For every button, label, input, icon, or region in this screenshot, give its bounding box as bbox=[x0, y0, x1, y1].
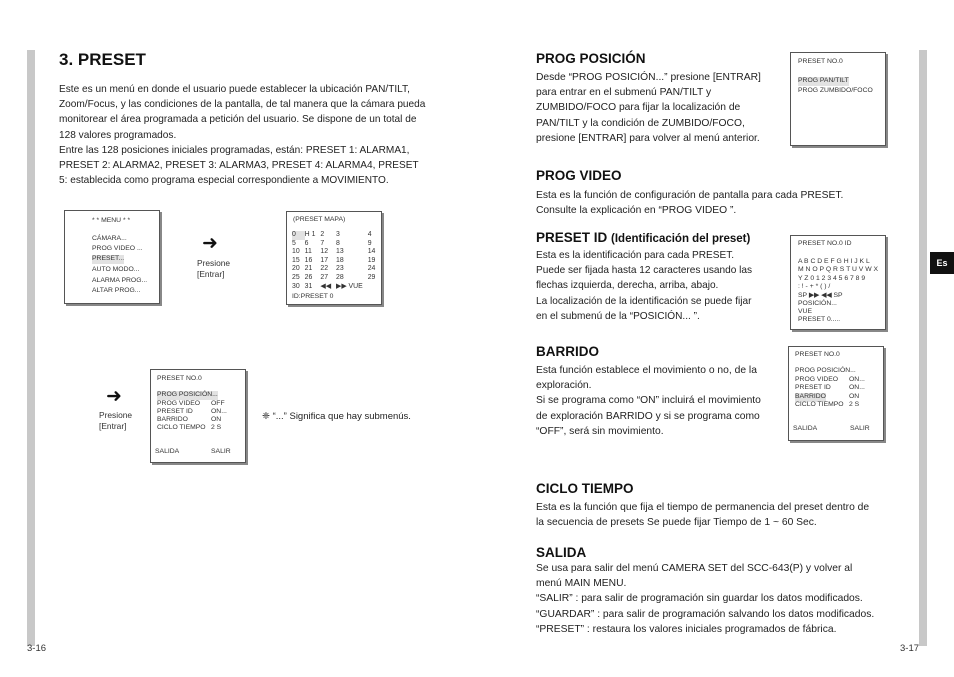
menu-item-altar-prog: ALTAR PROG... bbox=[92, 287, 141, 294]
map-grid-cell: 11 bbox=[304, 248, 312, 256]
main-menu-screen bbox=[64, 210, 160, 304]
intro-line: PRESET 2: ALARMA2, PRESET 3: ALARMA3, PRESET 4: ALARMA4, PRESET bbox=[59, 160, 419, 172]
heading-preset-id: PRESET ID (Identificación del preset) bbox=[536, 230, 751, 245]
map-grid-cell: 24 bbox=[367, 265, 376, 273]
box-row-value: ON... bbox=[849, 376, 865, 383]
page-title: 3. PRESET bbox=[59, 50, 146, 69]
map-grid-cell: 2 bbox=[320, 231, 325, 238]
preset-menu-screen bbox=[150, 369, 246, 463]
map-grid-cell: ▶▶ VUE bbox=[336, 282, 363, 290]
heading-salida: SALIDA bbox=[536, 545, 587, 560]
ciclo-tiempo-text: Esta es la función que fija el tiempo de permanencia del preset dentro de la secuencia de presets Se puede fijar Tiempo de 1 ~ 60 Sec. bbox=[536, 502, 870, 529]
map-grid-cell: ◀◀ bbox=[320, 282, 332, 290]
map-grid-row bbox=[292, 240, 380, 249]
map-grid-cell: 16 bbox=[304, 256, 313, 264]
intro-line: Entre las 128 posiciones iniciales programadas, están: PRESET 1: ALARMA1, bbox=[59, 144, 410, 156]
map-grid-cell: 10 bbox=[292, 248, 300, 256]
preset-row-value: ON... bbox=[211, 408, 227, 415]
salida-text: Se usa para salir del menú CAMERA SET del SCC-643(P) y volver al menú MAIN MENU. “SALIR” : para salir de programación sin guardar los datos modificados. “GUARDAR” : para salir de programación salvando los datos modificados. “PRESET” : restaura los valores iniciales programados de fábrica. bbox=[536, 563, 875, 635]
preset-footer-right: SALIR bbox=[211, 448, 231, 455]
barrido-text: Esta función establece el movimiento o no, de la exploración. Si se programa como “ON” incluirá el movimiento de exploración BARRIDO y si se programa como “OFF”, será sin movimiento. bbox=[536, 365, 761, 437]
map-grid-cell: 17 bbox=[320, 256, 329, 264]
box-row-value: ON... bbox=[849, 384, 865, 391]
map-grid-cell: 25 bbox=[292, 273, 300, 281]
page-number-left: 3-16 bbox=[27, 643, 47, 654]
intro-line: Zoom/Focus, y las condiciones de la pantalla, de tal manera que la cámara pueda bbox=[59, 99, 426, 111]
press-enter-caption: Presione [Entrar] bbox=[197, 258, 231, 279]
heading-ciclo-tiempo: CICLO TIEMPO bbox=[536, 481, 634, 496]
map-grid-cell: 6 bbox=[304, 239, 309, 247]
preset-map-grid bbox=[292, 231, 380, 291]
heading-prog-video: PROG VIDEO bbox=[536, 168, 622, 183]
map-grid-cell: 30 bbox=[292, 282, 300, 290]
box-row-label: PROG VIDEO bbox=[795, 376, 839, 383]
map-grid-cell: 28 bbox=[336, 273, 344, 281]
preset-id-screen bbox=[790, 235, 886, 330]
map-grid-cell: 15 bbox=[292, 256, 300, 264]
box-row-label: PRESET ID bbox=[795, 384, 831, 391]
box-row-label: BARRIDO bbox=[795, 393, 826, 400]
heading-prog-posicion: PROG POSICIÓN bbox=[536, 51, 646, 66]
map-grid-cell: 22 bbox=[320, 265, 329, 273]
right-arrow-icon: ➜ bbox=[202, 233, 218, 254]
preset-row-value: ON bbox=[211, 416, 222, 423]
box-line: POSICIÓN... bbox=[798, 300, 837, 307]
preset-row-label: PROG VIDEO bbox=[157, 400, 201, 407]
map-grid-cell bbox=[368, 283, 381, 292]
preset-map-screen bbox=[286, 211, 382, 305]
intro-paragraph bbox=[59, 82, 425, 188]
map-grid-row bbox=[292, 274, 380, 283]
heading-barrido: BARRIDO bbox=[536, 344, 599, 359]
box-footer-right: SALIR bbox=[850, 425, 870, 432]
box-row-value: ON bbox=[849, 393, 860, 400]
map-grid-cell: 0 bbox=[292, 231, 305, 240]
map-grid-row bbox=[292, 231, 380, 240]
preset-id-text: Esta es la identificación para cada PRESET. Puede ser fijada hasta 12 caracteres usando las flechas izquierda, derecha, arriba, abajo. La localización de la identificación se puede fijar en el submenú de la “POSICIÓN... ”. bbox=[536, 250, 753, 322]
box-line: : ! - + * ( ) / bbox=[798, 283, 831, 290]
left-margin-bar bbox=[27, 50, 35, 646]
map-grid-cell: 21 bbox=[304, 265, 313, 273]
map-footer: ID:PRESET 0 bbox=[292, 293, 334, 300]
box-title: PRESET NO.0 bbox=[798, 58, 843, 65]
menu-item-alarma-prog: ALARMA PROG... bbox=[92, 277, 148, 284]
page-number-right: 3-17 bbox=[900, 643, 920, 654]
map-grid-row bbox=[292, 265, 380, 274]
box-title: PRESET NO.0 bbox=[795, 351, 840, 358]
box-line: PRESET 0..... bbox=[798, 316, 841, 323]
map-grid-cell: 8 bbox=[336, 239, 340, 247]
box-row-value: 2 S bbox=[849, 401, 860, 408]
map-grid-cell: 29 bbox=[367, 273, 376, 281]
menu-item-camara: CÁMARA... bbox=[92, 235, 127, 242]
language-tab: Es bbox=[930, 252, 954, 274]
intro-line: monitorear el área programada a petición del usuario. Se dispone de un total de bbox=[59, 114, 417, 126]
press-enter-caption: Presione [Entrar] bbox=[99, 410, 133, 431]
preset-row-value: 2 S bbox=[211, 424, 222, 431]
menu-item-preset: PRESET... bbox=[92, 255, 125, 262]
box-line: SP ▶▶ ◀◀ SP bbox=[798, 292, 843, 299]
menu-item-auto-modo: AUTO MODO... bbox=[92, 266, 140, 273]
map-title: (PRESET MAPA) bbox=[293, 216, 346, 223]
map-grid-row bbox=[292, 257, 380, 266]
box-line: M N O P Q R S T U V W X bbox=[798, 266, 879, 273]
right-margin-bar bbox=[919, 50, 927, 646]
map-grid-row bbox=[292, 283, 380, 292]
right-arrow-icon: ➜ bbox=[106, 386, 122, 407]
box-row-label: CICLO TIEMPO bbox=[795, 401, 844, 408]
box-line: PROG ZUMBIDO/FOCO bbox=[798, 87, 873, 94]
intro-line: 128 valores programados. bbox=[59, 129, 177, 141]
map-grid-cell: 18 bbox=[336, 256, 344, 264]
box-line: A B C D E F G H I J K L bbox=[798, 258, 870, 265]
map-grid-row bbox=[292, 248, 380, 257]
preset-row-label: PRESET ID bbox=[157, 408, 193, 415]
map-grid-cell: 7 bbox=[320, 239, 325, 247]
map-grid-cell: 26 bbox=[304, 273, 313, 281]
intro-line: Este es un menú en donde el usuario puede establecer la ubicación PAN/TILT, bbox=[59, 84, 410, 95]
map-grid-cell: 14 bbox=[367, 248, 376, 256]
box-title: PRESET NO.0 ID bbox=[798, 240, 852, 247]
map-grid-cell: 19 bbox=[367, 256, 376, 264]
map-grid-cell: 9 bbox=[367, 239, 372, 247]
submenu-note: ❈ “...” Significa que hay submenús. bbox=[262, 411, 411, 422]
menu-title: * * MENU * * bbox=[92, 217, 131, 224]
barrido-screen bbox=[788, 346, 884, 441]
preset-row-value: OFF bbox=[211, 400, 225, 407]
prog-video-text: Esta es la función de configuración de pantalla para cada PRESET. Consulte la explicación en “PROG VIDEO ”. bbox=[536, 190, 844, 217]
menu-item-prog-video: PROG VIDEO ... bbox=[92, 245, 143, 252]
prog-posicion-text: Desde “PROG POSICIÓN...” presione [ENTRAR] para entrar en el submenú PAN/TILT y ZUMBIDO/FOCO para fijar la localización de PAN/TILT y la condición de ZUMBIDO/FOCO, presione [ENTRAR] para volver al menú anterior. bbox=[536, 72, 761, 144]
preset-row-label: PROG POSICIÓN... bbox=[157, 391, 218, 398]
preset-row-label: BARRIDO bbox=[157, 416, 188, 423]
map-grid-cell: 12 bbox=[320, 248, 329, 256]
preset-row-label: CICLO TIEMPO bbox=[157, 424, 206, 431]
box-footer-left: SALIDA bbox=[793, 425, 818, 432]
box-line: VUE bbox=[798, 308, 812, 315]
map-grid-cell: 27 bbox=[320, 273, 329, 281]
map-grid-cell: 4 bbox=[367, 231, 372, 238]
map-grid-cell: 31 bbox=[304, 282, 313, 290]
map-grid-cell: 5 bbox=[292, 239, 296, 247]
box-line: Y Z 0 1 2 3 4 5 6 7 8 9 bbox=[798, 275, 866, 282]
box-line: PROG PAN/TILT bbox=[798, 77, 849, 84]
map-grid-cell: 23 bbox=[336, 265, 344, 273]
map-grid-cell: H 1 bbox=[304, 231, 316, 238]
box-row-label: PROG POSICIÓN... bbox=[795, 367, 856, 374]
prog-posicion-screen bbox=[790, 52, 886, 146]
preset-box-title: PRESET NO.0 bbox=[157, 375, 202, 382]
preset-footer-left: SALIDA bbox=[155, 448, 180, 455]
intro-line: 5: establecida como programa especial correspondiente a MOVIMIENTO. bbox=[59, 175, 389, 187]
map-grid-cell: 20 bbox=[292, 265, 300, 273]
map-grid-cell: 13 bbox=[336, 248, 344, 256]
map-grid-cell: 3 bbox=[336, 231, 340, 238]
